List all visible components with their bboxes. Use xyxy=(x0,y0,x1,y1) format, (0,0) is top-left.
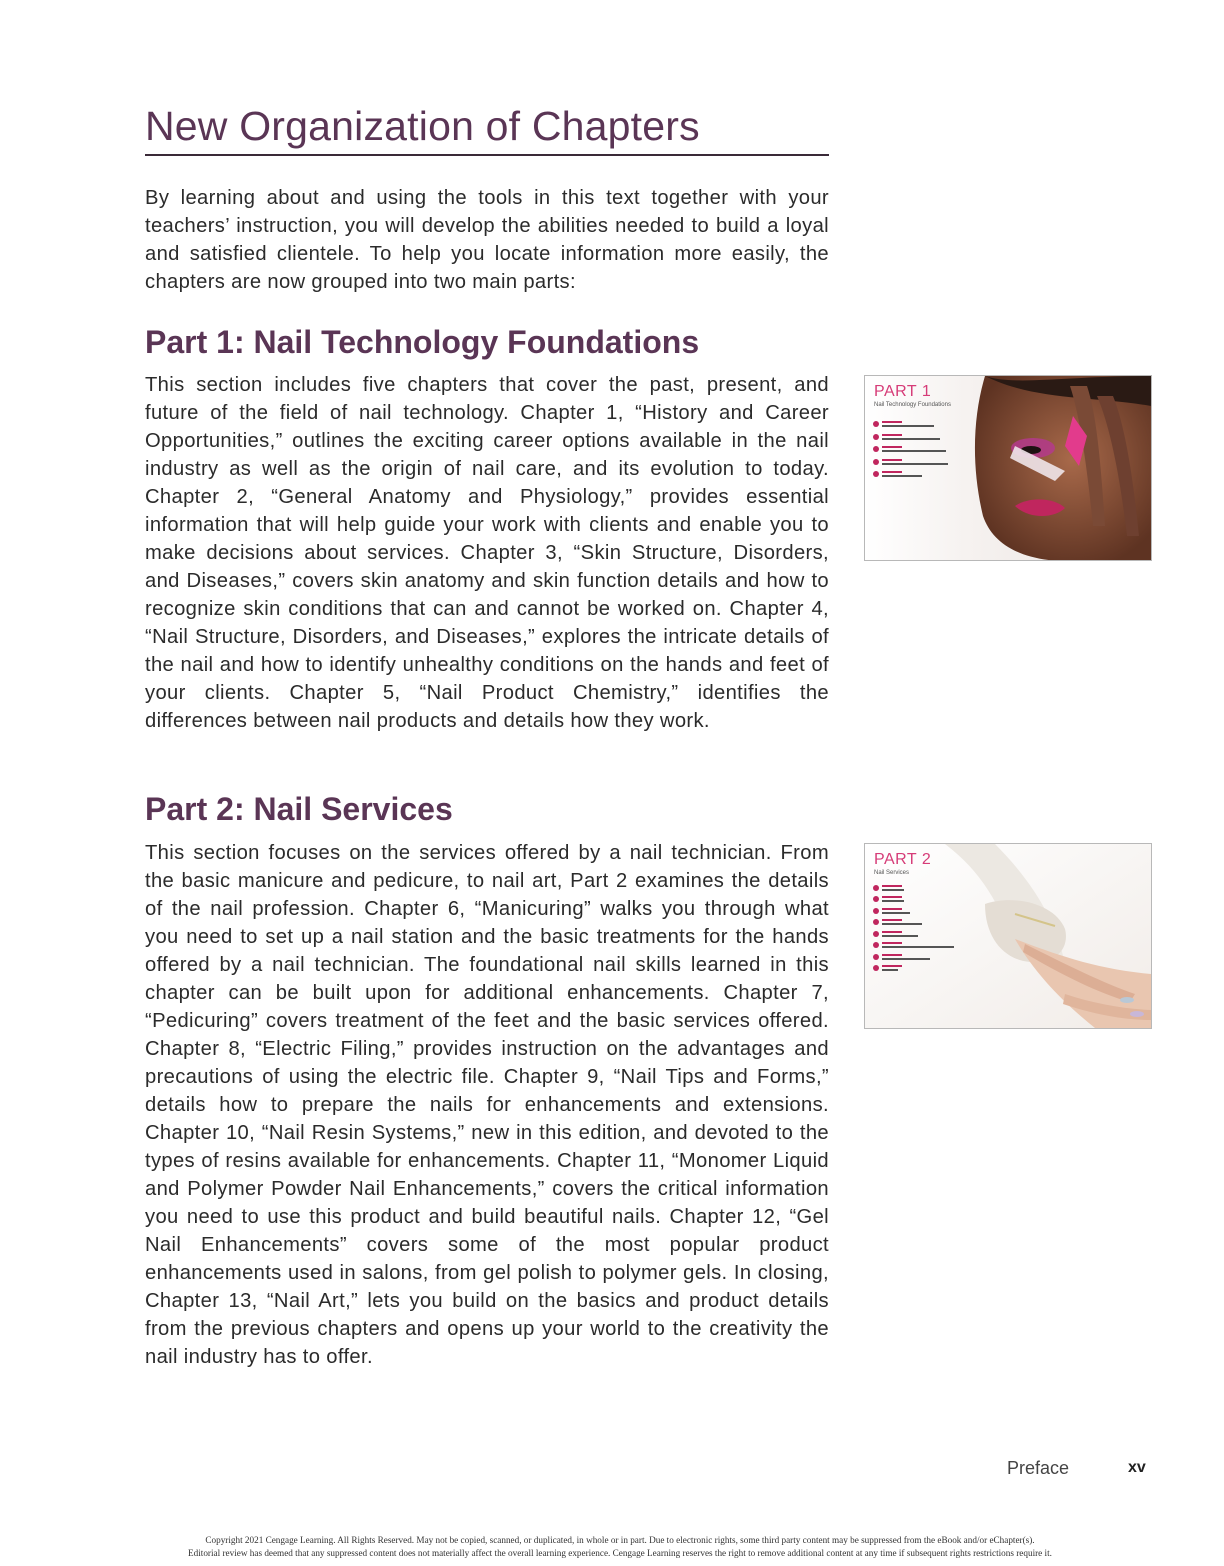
intro-paragraph: By learning about and using the tools in this text together with your teachers’ instruction, you will develop the abilities needed to build a loyal and satisfied clientele. To help you locate information more easily, the chapters are now grouped into two main parts: xyxy=(145,187,829,293)
running-footer-section: Preface xyxy=(1007,1458,1070,1478)
copyright-line-1: Copyright 2021 Cengage Learning. All Rights Reserved. May not be copied, scanned, or duplicated, in whole or in part. Due to electronic rights, some third party content may be suppressed from the eBook and/or eChapter(s). xyxy=(205,1535,1035,1545)
part2-opener-thumbnail xyxy=(864,843,1152,1029)
part2-thumbnail-toc xyxy=(873,882,954,974)
page-number: xv xyxy=(1128,1459,1146,1476)
part2-paragraph: This section focuses on the services offered by a nail technician. From the basic manicure and pedicure, to nail art, Part 2 examines the details of the nail profession. Chapter 6, “Manicuring” walks you through what you need to set up a nail station and the basic treatments for the hands offered by a nail technician. The foundational nail skills learned in this chapter can be built upon for additional enhancements. Chapter 7, “Pedicuring” covers treatment of the feet and the basic services offered. Chapter 8, “Electric Filing,” provides instruction on the advantages and precautions of using the electric file. Chapter 9, “Nail Tips and Forms,” details how to prepare the nails for enhancements and extensions. Chapter 10, “Nail Resin Systems,” new in this edition, and devoted to the types of resins available for enhancements. Chapter 11, “Monomer Liquid and Polymer Powder Nail Enhancements,” covers the critical information you need to use this product and build beautiful nails. Chapter 12, “Gel Nail Enhancements” covers some of the most popular product enhancements used in salons, from gel polish to polymer gels. In closing, Chapter 13, “Nail Art,” lets you build on the basics and product details from the previous chapters and opens up your world to the creativity the nail industry has to offer. xyxy=(145,842,829,1368)
part1-thumbnail-toc xyxy=(873,418,948,481)
part2-thumbnail-subtitle: Nail Services xyxy=(874,870,910,876)
part1-paragraph: This section includes five chapters that cover the past, present, and future of the field of nail technology. Chapter 1, “History and Career Opportunities,” outlines the exciting career options available in the nail industry as well as the origin of nail care, and its evolution to today. Chapter 2, “General Anatomy and Physiology,” provides essential information that will help guide your work with clients and enable you to make decisions about services. Chapter 3, “Skin Structure, Disorders, and Diseases,” covers skin anatomy and skin function details and how to recognize skin conditions that can and cannot be worked on. Chapter 4, “Nail Structure, Disorders, and Diseases,” explores the intricate details of the nail and how to identify unhealthy conditions on the hands and feet of your clients. Chapter 5, “Nail Product Chemistry,” identifies the differences between nail products and details how they work. xyxy=(145,374,829,732)
copyright-notice xyxy=(120,1534,1120,1560)
part2-heading: Part 2: Nail Services xyxy=(145,791,453,827)
page-title: New Organization of Chapters xyxy=(145,100,829,156)
part1-thumbnail-label: PART 1 xyxy=(874,383,932,400)
part1-heading: Part 1: Nail Technology Foundations xyxy=(145,324,700,360)
part2-thumbnail-label: PART 2 xyxy=(874,851,932,868)
part1-opener-thumbnail xyxy=(864,375,1152,561)
part1-thumbnail-subtitle: Nail Technology Foundations xyxy=(874,402,951,408)
copyright-line-2: Editorial review has deemed that any suppressed content does not materially affect the overall learning experience. Cengage Learning reserves the right to remove additional content at any time if subsequent rights restrictions require it. xyxy=(188,1548,1052,1558)
